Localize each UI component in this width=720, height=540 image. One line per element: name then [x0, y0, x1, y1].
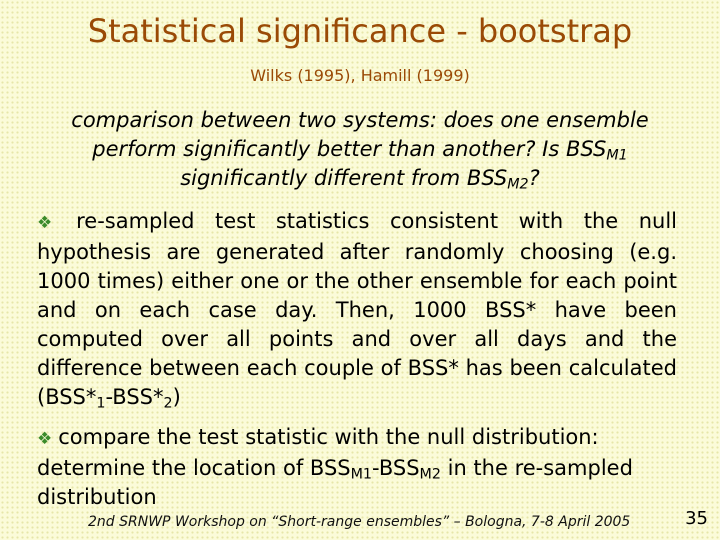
slide-subtitle: Wilks (1995), Hamill (1999) — [250, 66, 470, 85]
bss-m2-subscript: M2 — [507, 176, 529, 193]
slide-footer: 2nd SRNWP Workshop on “Short-range ensembles” – Bologna, 7-8 April 2005 — [88, 514, 631, 530]
diamond-bullet-icon: ❖ — [37, 429, 53, 449]
bullet-2-mid: -BSS — [372, 456, 420, 480]
bullet-item-2 — [37, 423, 677, 512]
intro-text — [40, 106, 680, 193]
bullet-1-sub-2: 2 — [163, 395, 173, 412]
bullet-1-text: re-sampled test statistics consistent with the null hypothesis are generated after randomly choosing (e.g. 1000 times) either one or the other ensemble for each point and on each case day. Then, 1000 BSS* have been computed over all points and over all days and the difference between each couple of BSS* has been calculated (BSS* — [37, 209, 677, 409]
bullet-1-end: ) — [172, 385, 181, 409]
bullet-2-sub-2: M2 — [419, 466, 441, 483]
intro-line-2 — [40, 135, 680, 164]
slide-title: Statistical significance - bootstrap — [87, 12, 633, 50]
intro-line-3-text: significantly different from BSS — [180, 166, 508, 190]
bullet-2-end: in the re-sampled distribution — [37, 456, 633, 509]
intro-line-3-end: ? — [528, 166, 540, 190]
diamond-bullet-icon: ❖ — [37, 213, 67, 233]
bullet-2-text: compare the test statistic with the null distribution: determine the location of BSS — [37, 425, 599, 480]
bullet-1-mid: -BSS* — [105, 385, 164, 409]
intro-line-1: comparison between two systems: does one ensemble — [71, 108, 649, 132]
bullet-2-sub-1: M1 — [350, 466, 373, 483]
page-number: 35 — [685, 508, 708, 529]
bullet-item-1 — [37, 207, 677, 412]
intro-line-2-text: perform significantly better than another? Is BSS — [92, 137, 607, 161]
bss-m1-subscript: M1 — [606, 147, 628, 164]
bullet-1-sub-1: 1 — [96, 395, 106, 412]
intro-line-3 — [40, 164, 680, 193]
